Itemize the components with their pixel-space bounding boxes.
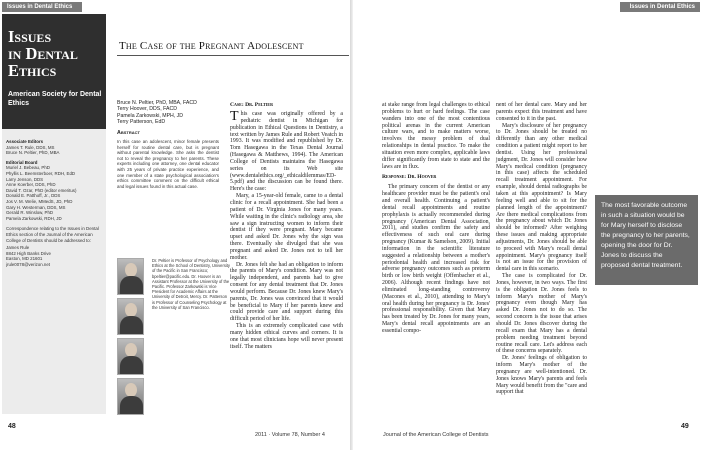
body-column-1: [230, 111, 343, 351]
section-banner: [2, 14, 106, 129]
address-line: Easton, MD 21601: [6, 256, 43, 262]
address-line: James Rule: [6, 245, 30, 251]
author: Terry Hoover, DDS, FACD: [117, 106, 177, 113]
paragraph: The case is complicated for Dr. Jones, however, in two ways. The first is the obligation Dr. Jones feels to inform Mary's mother of Mary's pregnancy even though Mary has asked Dr. Jones not to do so. The second concern is the issue that arises should Dr. Jones discover during the recall exam that Mary has a dental problem needing treatment beyond routine recall care. Let's address each of these concerns separately.: [496, 273, 587, 355]
board-member: David T. Ozar, PhD (editor emeritus): [6, 187, 77, 193]
email-address: jrule0078@verizon.net: [6, 261, 50, 267]
address-line: 8842 High Banks Drive: [6, 250, 51, 256]
running-head-right: Issues in Dental Ethics: [620, 2, 700, 12]
author-photo: [117, 298, 144, 335]
page-number-right: 49: [681, 423, 689, 430]
case-heading: Case: Dr. Peltier: [230, 102, 273, 108]
associate-editors-heading: Associate Editors: [6, 139, 44, 144]
body-column-3: [496, 102, 587, 396]
issue-info: 2011 · Volume 78, Number 4: [255, 432, 325, 438]
board-member: Jos V. M. Welie, MMedS, JD, PhD: [6, 198, 73, 204]
board-member: Phyllis L. Beemsterboer, RDH, EdD: [6, 170, 76, 176]
author: Bruce N. Peltier, PhD, MBA, FACD: [117, 100, 197, 106]
correspondence-note: Correspondence relating to the Issues in Dental Ethics section of the Journal of the American College of Dentists should be addressed to:: [6, 226, 99, 243]
board-member: Anne Koerber, DDS, PhD: [6, 182, 56, 188]
paragraph: nent of her dental care. Mary and her parents expect this treatment and have consented to it in the past.: [496, 102, 587, 122]
author-photo: [117, 258, 144, 295]
associate-editor: James T. Rule, DDS, MS: [6, 144, 55, 150]
paragraph: This case was originally offered by a pediatric dentist in Michigan for publication in Ethical Questions in Dentistry, a text written by James Rule and Robert Veatch in 1993. It was modified and republished by Dr. Tom Hasegawa in the Texas Dental Journal (Hasegawa & Matthews, 1994). The American College of Dentists maintains the Hasegawa series on its Web site (www.dentalethics.org/_ethicaldilemmas/ED-5.pdf) and the discussion can be found there. Here's the case:: [230, 109, 343, 193]
author-list: [117, 100, 222, 125]
abstract-heading: Abstract: [117, 130, 140, 136]
paragraph: This is an extremely complicated case with many hidden ethical curves and corners. It is one that most clinicians hope will never present itself. The matters: [230, 323, 343, 350]
author-bios: Dr. Peltier is Professor of Psychology and Ethics at the School of Dentistry, University of the Pacific in San Francisco; bpeltier@pacific.edu. Dr. Hoover is an Assistant Professor at the University of the Pacific. Professor Zarkowski is Vice President for Academic Affairs at the University of Detroit, Mercy. Dr. Patterson is Professor of Counseling Psychology at the University of San Francisco.: [152, 258, 230, 310]
associate-editor: Bruce N. Peltier, PhD, MBA: [6, 150, 60, 156]
pull-quote: The most favorable outcome in such a situation would be for Mary herself to disclose the pregnancy to her parents, opening the door for Dr. Jones to discuss the proposed dental treatment.: [595, 195, 698, 285]
abstract-text: In this case an adolescent, minor female presents herself for routine dental care, but is pregnant without parental knowledge. She asks the dentist not to reveal the pregnancy to her parents. These experts including one attorney, one dental educator with 25 years of private practice experience, and one member of a state psychological association's ethics committee comment on the difficult ethical and legal issues found in this actual case.: [117, 139, 219, 189]
editorial-masthead: [6, 135, 104, 267]
section-title: Issues in Dental Ethics: [8, 27, 78, 80]
paragraph: The primary concern of the dentist or any healthcare provider must be the patient's oral and overall health. Continuing a patient's dental recall appointments and routine prophylaxis is actually recommended during pregnancy (American Dental Association, 2011), and studies confirm the safety and effectiveness of such oral care during pregnancy (Kumar & Samelson, 2009). Initial information in the scientific literature suggested a relationship between a mother's periodontal health and increased risk for adverse pregnancy outcomes such as preterm birth or low birth weight (Offenbacher et al., 2006). Although recent findings have not eliminated long-standing controversy (Macones et al., 2010), attending to Mary's oral health during her pregnancy is Dr. Jones' professional responsibility. Given that Mary has been treated by Dr. Jones for many years, Mary's dental recall appointments are an essential compo-: [382, 184, 490, 334]
author-photo: [117, 338, 144, 375]
board-member: Gerald R. Winslow, PhD: [6, 210, 54, 216]
journal-name: Journal of the American College of Dentists: [383, 432, 489, 438]
board-member: Gary H. Westerman, DDS, MS: [6, 204, 66, 210]
body-column-2: [382, 102, 490, 335]
article-title: The Case of the Pregnant Adolescent: [119, 40, 304, 52]
drop-cap: T: [230, 109, 239, 124]
title-divider: [117, 55, 349, 56]
page-gutter: [350, 0, 353, 450]
author: Pamela Zarkowski, MPH, JD: [117, 112, 184, 119]
paragraph: at stake range from legal challenges to ethical problems to hurt or hard feelings. The case wanders into one of the most contentious political arenas in the current American culture wars, and to make matters worse, involves the messy problem of dual relationships in dental practice. To make the situation even more complex, applicable laws differ significantly from state to state and the laws are in flux.: [382, 102, 490, 170]
society-name: American Society for Dental Ethics: [8, 91, 102, 107]
section-sidebar: [2, 14, 106, 414]
running-head-left: Issues in Dental Ethics: [2, 2, 82, 12]
paragraph: Mary, a 15-year-old female, came to a dental clinic for a recall appointment. She had been a patient of Dr. Virginia Jones for many years. While waiting in the clinic's radiology area, she saw a sign instructing women to inform their dentist if they were pregnant. Mary became upset and asked Dr. Jones why the sign was there. Eventually she divulged that she was pregnant and asked Dr. Jones not to tell her mother.: [230, 193, 343, 261]
paragraph: Dr. Jones' feelings of obligation to inform Mary's mother of the pregnancy are well-intentioned. Dr. Jones knows Mary's parents and feels Mary would benefit from the "care and support that: [496, 355, 587, 396]
paragraph: Mary's disclosure of her pregnancy to Dr. Jones should be treated no differently than any other medical condition a patient might report to her dentist. Using her professional judgment, Dr. Jones will consider how Mary's medical condition (pregnancy in this case) affects the scheduled recall treatment appointment. For example, should dental radiographs be taken at this appointment? Is Mary feeling well and able to sit for the planned length of the appointment? Are there medical complications from the pregnancy about which Dr. Jones should be informed? After weighing these issues and making appropriate adjustments, Dr. Jones should be able to proceed with Mary's recall dental appointment. Mary's pregnancy itself is not an issue for the provision of dental care in this scenario.: [496, 122, 587, 273]
author: Terry Patterson, EdD: [117, 118, 166, 125]
page-number-left: 48: [8, 423, 16, 430]
board-member: Donald E. Patthoff, Jr., DDS: [6, 193, 61, 199]
board-member: Pamela Zarkowski, RDH, JD: [6, 215, 62, 221]
board-member: Muriel J. Bebeau, PhD: [6, 165, 50, 171]
response-heading: Response: Dr. Hoover: [382, 174, 437, 181]
editorial-board-heading: Editorial Board: [6, 159, 38, 165]
author-photo: [117, 378, 144, 415]
board-member: Larry Jenson, DDS: [6, 176, 44, 182]
paragraph: Dr. Jones felt she had an obligation to inform the parents of Mary's condition. Mary was not legally independent, and parents had to give consent for any dental treatment that Dr. Jones would perform. Because Dr. Jones knew Mary's parents, Dr. Jones was convinced that it would be beneficial to Mary if her parents knew and could provide care and support during this difficult period of her life.: [230, 261, 343, 323]
